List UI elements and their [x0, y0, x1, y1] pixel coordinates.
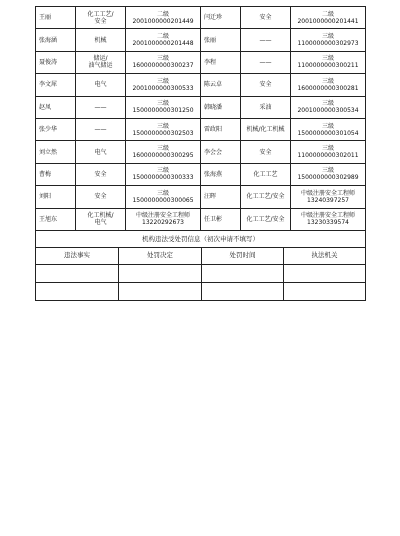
member-name: 任卫彬	[201, 208, 241, 230]
header-penalty-time: 处罚时间	[202, 247, 284, 264]
member-name: 汪晖	[201, 186, 241, 208]
member-certificate: 三级 1600000000300295	[126, 141, 201, 163]
violations-header-row	[36, 247, 366, 264]
member-specialty: 安全	[241, 74, 291, 96]
member-specialty: 化工工艺/ 安全	[76, 7, 126, 29]
member-certificate: 三级 1500000000300065	[126, 186, 201, 208]
member-row	[36, 118, 366, 140]
violation-cell	[119, 282, 202, 300]
member-certificate: 三级 1500000000301054	[291, 118, 366, 140]
member-certificate: 三级 1500000000300333	[126, 163, 201, 185]
member-name: 王旭东	[36, 208, 76, 230]
member-name: 李程	[201, 51, 241, 73]
violation-cell	[36, 264, 119, 282]
member-name: 刘阳	[36, 186, 76, 208]
member-name: 聂俊涛	[36, 51, 76, 73]
member-certificate: 三级 1600000000300237	[126, 51, 201, 73]
member-certificate: 三级 1500000000302989	[291, 163, 366, 185]
member-certificate: 三级 1100000000302973	[291, 29, 366, 51]
member-certificate: 三级 1500000000301250	[126, 96, 201, 118]
member-specialty: 采油	[241, 96, 291, 118]
member-specialty: 化工工艺	[241, 163, 291, 185]
violation-cell	[284, 282, 366, 300]
violation-cell	[202, 264, 284, 282]
member-name: 张少华	[36, 118, 76, 140]
member-name: 赵凤	[36, 96, 76, 118]
member-name: 王丽	[36, 7, 76, 29]
member-certificate: 二级 2001000000201448	[126, 29, 201, 51]
member-name: 曹梅	[36, 163, 76, 185]
member-certificate: 中级注册安全工程师 13230339574	[291, 208, 366, 230]
member-name: 韩晓潘	[201, 96, 241, 118]
member-certificate: 中级注册安全工程师 13220292673	[126, 208, 201, 230]
member-specialty: 安全	[76, 186, 126, 208]
member-name: 刘立然	[36, 141, 76, 163]
member-certificate: 三级 2001000000300534	[291, 96, 366, 118]
members-table	[35, 6, 366, 231]
member-specialty: ——	[241, 29, 291, 51]
member-name: 陈云卓	[201, 74, 241, 96]
member-name: 李文犀	[36, 74, 76, 96]
member-certificate: 三级 1100000000300211	[291, 51, 366, 73]
violations-table	[35, 230, 366, 301]
member-row	[36, 51, 366, 73]
violation-row	[36, 282, 366, 300]
member-row	[36, 29, 366, 51]
member-name: 张海涵	[36, 29, 76, 51]
header-violation-fact: 违法事实	[36, 247, 119, 264]
member-specialty: 电气	[76, 141, 126, 163]
member-name: 张海燕	[201, 163, 241, 185]
member-specialty: 机械	[76, 29, 126, 51]
member-row	[36, 74, 366, 96]
member-specialty: 储运/ 油气储运	[76, 51, 126, 73]
member-specialty: 化工工艺/安全	[241, 186, 291, 208]
member-row	[36, 208, 366, 230]
member-row	[36, 186, 366, 208]
member-specialty: 电气	[76, 74, 126, 96]
violation-cell	[284, 264, 366, 282]
member-specialty: ——	[76, 118, 126, 140]
member-specialty: 机械/化工机械	[241, 118, 291, 140]
document-page	[35, 6, 365, 301]
violation-cell	[202, 282, 284, 300]
member-certificate: 三级 1100000000302011	[291, 141, 366, 163]
member-row	[36, 7, 366, 29]
member-name: 张丽	[201, 29, 241, 51]
violations-title: 机构违法受处罚信息（初次申请不填写）	[36, 230, 366, 247]
member-row	[36, 141, 366, 163]
member-certificate: 中级注册安全工程师 13240397257	[291, 186, 366, 208]
member-row	[36, 96, 366, 118]
member-name: 雷政阳	[201, 118, 241, 140]
member-certificate: 二级 2001000000201441	[291, 7, 366, 29]
violation-cell	[36, 282, 119, 300]
member-name: 李会会	[201, 141, 241, 163]
violation-cell	[119, 264, 202, 282]
member-specialty: 化工工艺/安全	[241, 208, 291, 230]
member-specialty: 安全	[241, 7, 291, 29]
header-penalty-decision: 处罚决定	[119, 247, 202, 264]
member-specialty: 安全	[76, 163, 126, 185]
member-certificate: 三级 1600000000300281	[291, 74, 366, 96]
member-certificate: 三级 2001000000300533	[126, 74, 201, 96]
member-specialty: 安全	[241, 141, 291, 163]
member-name: 闫迁珍	[201, 7, 241, 29]
violation-row	[36, 264, 366, 282]
member-specialty: ——	[241, 51, 291, 73]
member-row	[36, 163, 366, 185]
member-certificate: 三级 1500000000302503	[126, 118, 201, 140]
member-specialty: ——	[76, 96, 126, 118]
member-specialty: 化工机械/ 电气	[76, 208, 126, 230]
header-enforcement-agency: 执法机关	[284, 247, 366, 264]
member-certificate: 二级 2001000000201449	[126, 7, 201, 29]
